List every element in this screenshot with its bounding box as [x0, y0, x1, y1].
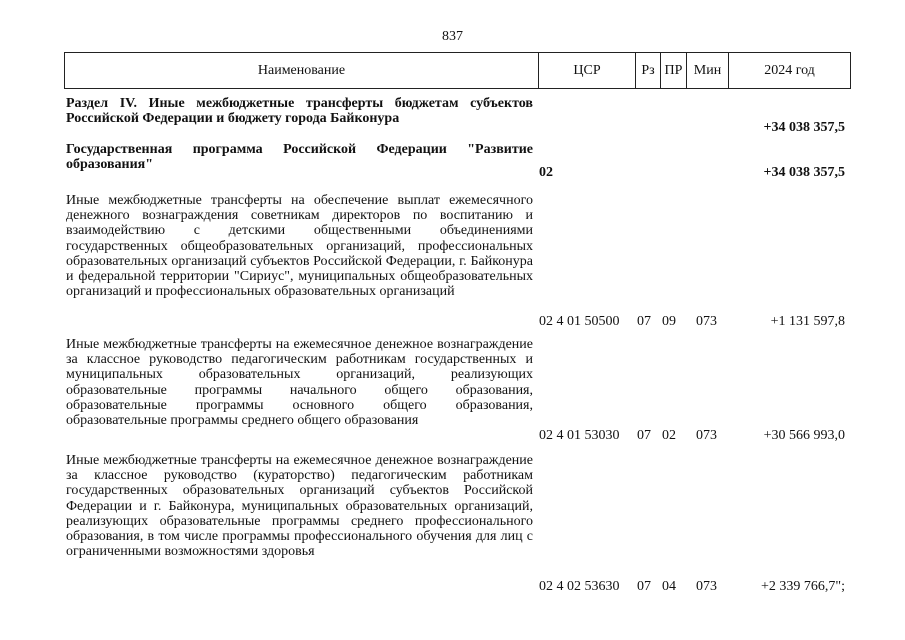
- row-rz: 07: [637, 579, 651, 594]
- row-pr: 04: [662, 579, 676, 594]
- row-min: 073: [696, 579, 717, 594]
- row-csr: 02 4 02 53630: [539, 579, 620, 594]
- header-year: 2024 год: [764, 62, 815, 78]
- row-csr: 02: [539, 165, 553, 180]
- row-csr: 02 4 01 50500: [539, 314, 620, 329]
- table-header: [64, 52, 851, 89]
- row-name: Раздел IV. Иные межбюджетные трансферты бюджетам субъектов Российской Федерации и бюджету города Байконура: [66, 96, 533, 127]
- row-amount: +2 339 766,7";: [761, 579, 845, 594]
- header-rz: Рз: [641, 62, 655, 78]
- row-amount: +30 566 993,0: [763, 428, 845, 443]
- row-name: Иные межбюджетные трансферты на ежемесячное денежное вознаграждение за классное руководство (кураторство) педагогическим работникам государственных образовательных организаций субъектов Российской Федерации и г. Байконура, муниципальных образовательных организаций, реализующих образовательные программы среднего профессионального образования, в том числе программы профессионального обучения для лиц с ограниченными возможностями здоровья: [66, 453, 533, 560]
- row-amount: +34 038 357,5: [763, 120, 845, 135]
- row-name: Государственная программа Российской Федерации "Развитие образования": [66, 142, 533, 173]
- row-amount: +34 038 357,5: [763, 165, 845, 180]
- row-csr: 02 4 01 53030: [539, 428, 620, 443]
- row-rz: 07: [637, 428, 651, 443]
- header-name: Наименование: [257, 62, 346, 78]
- row-min: 073: [696, 314, 717, 329]
- row-pr: 02: [662, 428, 676, 443]
- header-min: Мин: [693, 62, 722, 78]
- row-amount: +1 131 597,8: [770, 314, 845, 329]
- page-number: 837: [442, 29, 463, 44]
- header-csr: ЦСР: [573, 62, 601, 78]
- row-pr: 09: [662, 314, 676, 329]
- row-name: Иные межбюджетные трансферты на ежемесячное денежное вознаграждение за классное руководство педагогическим работникам государственных и муниципальных образовательных организаций, реализующих образовательные программы начального общего образования, образовательные программы основного общего образования, образовательные программы среднего общего образования: [66, 337, 533, 429]
- row-name: Иные межбюджетные трансферты на обеспечение выплат ежемесячного денежного вознаграждения советникам директоров по воспитанию и взаимодействию с детскими общественными объединениями государственных общеобразовательных организаций, профессиональных образовательных организаций субъектов Российской Федерации, г. Байконура и федеральной территории "Сириус", муниципальных общеобразовательных организаций и профессиональных образовательных организаций: [66, 193, 533, 300]
- header-pr: ПР: [664, 62, 683, 78]
- row-rz: 07: [637, 314, 651, 329]
- row-min: 073: [696, 428, 717, 443]
